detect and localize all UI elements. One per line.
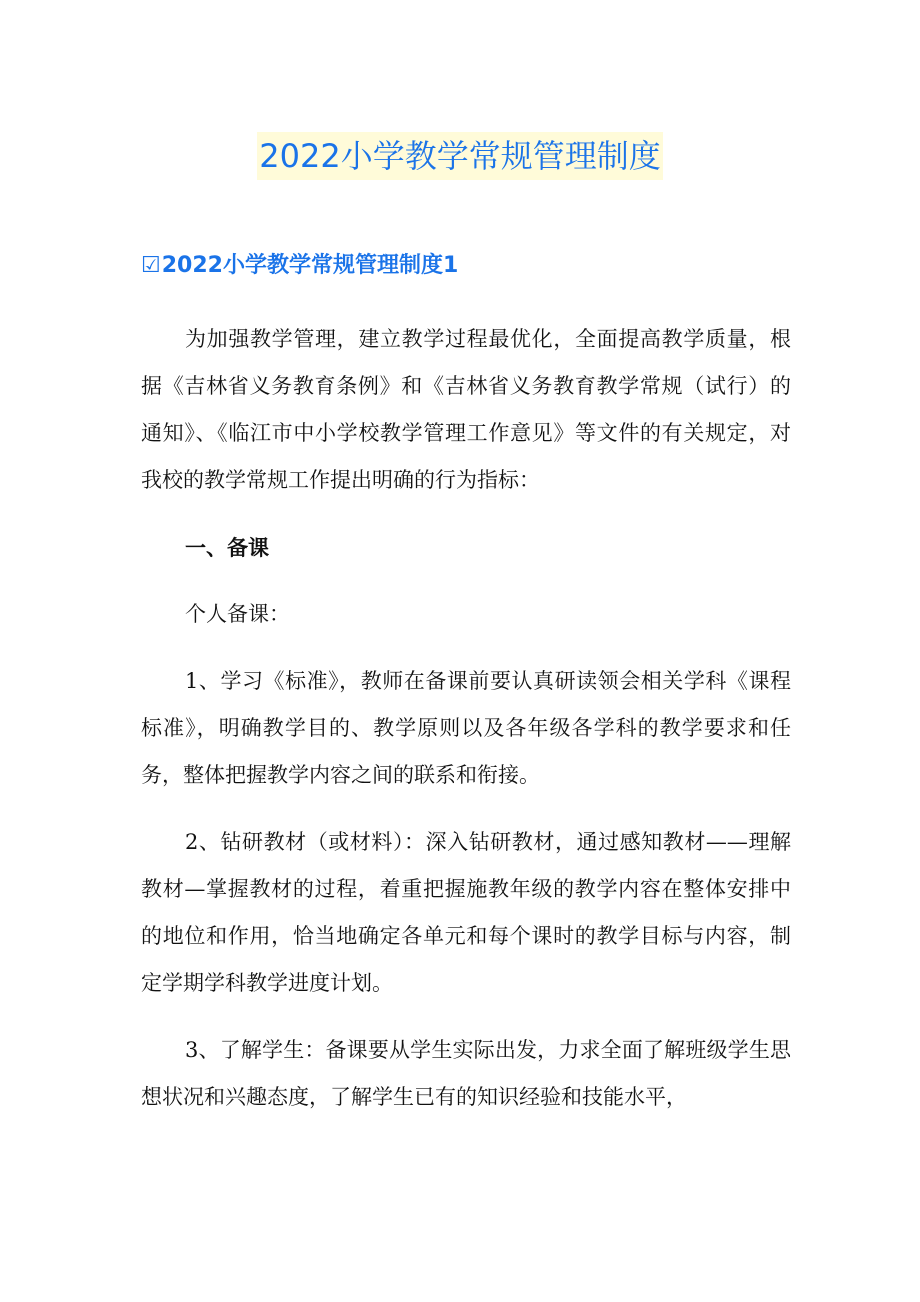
paragraph-item-3: 3、了解学生：备课要从学生实际出发，力求全面了解班级学生思想状况和兴趣态度，了解学生已有的知识经验和技能水平， [141,1038,791,1109]
document-body [141,316,791,1141]
document-title: 2022小学教学常规管理制度 [257,132,662,180]
checkbox-icon: ☑ [141,253,161,278]
section-heading-text: 2022小学教学常规管理制度1 [161,253,459,278]
section-heading [141,250,458,282]
title-wrapper [0,132,920,180]
subheading-preparation: 一、备课 [185,535,269,560]
paragraph-intro: 为加强教学管理，建立教学过程最优化，全面提高教学质量，根据《吉林省义务教育条例》和《吉林省义务教育教学常规（试行）的通知》、《临江市中小学校教学管理工作意见》等文件的有关规定，对我校的教学常规工作提出明确的行为指标： [141,327,791,492]
paragraph-item-2: 2、钻研教材（或材料）：深入钻研教材，通过感知教材——理解教材—掌握教材的过程，着重把握施教年级的教学内容在整体安排中的地位和作用，恰当地确定各单元和每个课时的教学目标与内容，制定学期学科教学进度计划。 [141,830,791,995]
paragraph-individual-prep: 个人备课： [185,602,290,626]
paragraph-item-1: 1、学习《标准》，教师在备课前要认真研读领会相关学科《课程标准》，明确教学目的、教学原则以及各年级各学科的教学要求和任务，整体把握教学内容之间的联系和衔接。 [141,669,791,787]
